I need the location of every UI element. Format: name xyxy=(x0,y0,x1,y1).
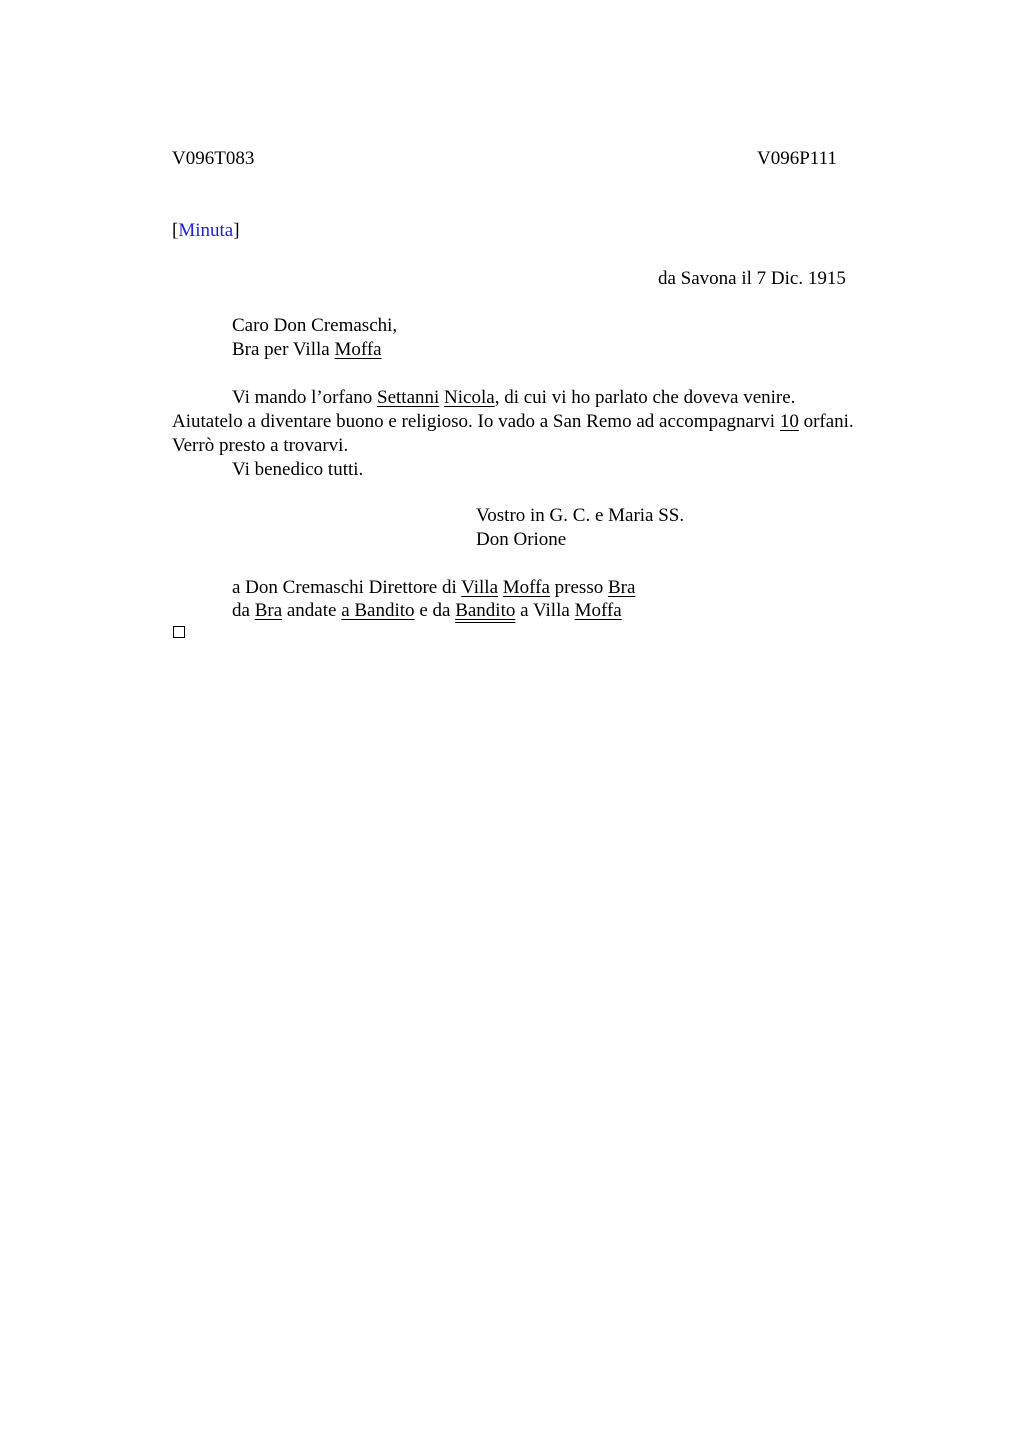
body-text: Vi mando l’orfano xyxy=(232,387,378,408)
place-a-bandito: a Bandito xyxy=(341,600,415,621)
closing-line-1: Vostro in G. C. e Maria SS. xyxy=(476,505,685,526)
name-nicola: Nicola xyxy=(444,387,495,408)
place-bra: Bra xyxy=(254,600,283,621)
address-text: a Villa xyxy=(515,600,575,621)
address-text: da xyxy=(232,600,255,621)
body-line-1 xyxy=(172,386,932,410)
signature: Don Orione xyxy=(476,529,567,550)
minuta-link[interactable]: Minuta xyxy=(178,220,234,241)
salutation-line-2-text: Bra per Villa xyxy=(232,339,335,360)
place-moffa: Moffa xyxy=(502,577,550,598)
letter-body xyxy=(172,386,932,482)
place-moffa: Moffa xyxy=(574,600,622,621)
dateline: da Savona il 7 Dic. 1915 xyxy=(658,268,846,289)
address-line-1 xyxy=(232,576,635,600)
minuta-label xyxy=(172,219,240,243)
body-line-2 xyxy=(172,410,932,434)
body-line-3: Verrò presto a trovarvi. xyxy=(172,435,349,456)
address-text: presso xyxy=(549,577,608,598)
address-text: e da xyxy=(414,600,456,621)
number-ten: 10 xyxy=(779,411,799,432)
place-villa: Villa xyxy=(461,577,499,598)
address-line-2 xyxy=(232,599,622,623)
salutation-line-2 xyxy=(232,338,382,362)
close-bracket: ] xyxy=(233,220,240,241)
salutation-line-1: Caro Don Cremaschi, xyxy=(232,315,398,336)
address-text: andate xyxy=(282,600,342,621)
body-text: orfani. xyxy=(798,411,854,432)
address-text: a Don Cremaschi Direttore di xyxy=(232,577,462,598)
body-text: Aiutatelo a diventare buono e religioso. Io vado a San Remo ad accompagnarvi xyxy=(172,411,780,432)
open-bracket: [ xyxy=(172,220,179,241)
place-name-moffa: Moffa xyxy=(334,339,382,360)
body-text: , di cui vi ho parlato che doveva venire. xyxy=(494,387,796,408)
body-line-4: Vi benedico tutti. xyxy=(232,459,364,480)
document-code-right: V096P111 xyxy=(757,148,837,169)
document-code-left: V096T083 xyxy=(172,148,255,169)
place-bandito: Bandito xyxy=(455,600,516,621)
surname-settanni: Settanni xyxy=(377,387,440,408)
place-bra: Bra xyxy=(607,577,636,598)
end-marker-square-icon xyxy=(173,626,185,638)
